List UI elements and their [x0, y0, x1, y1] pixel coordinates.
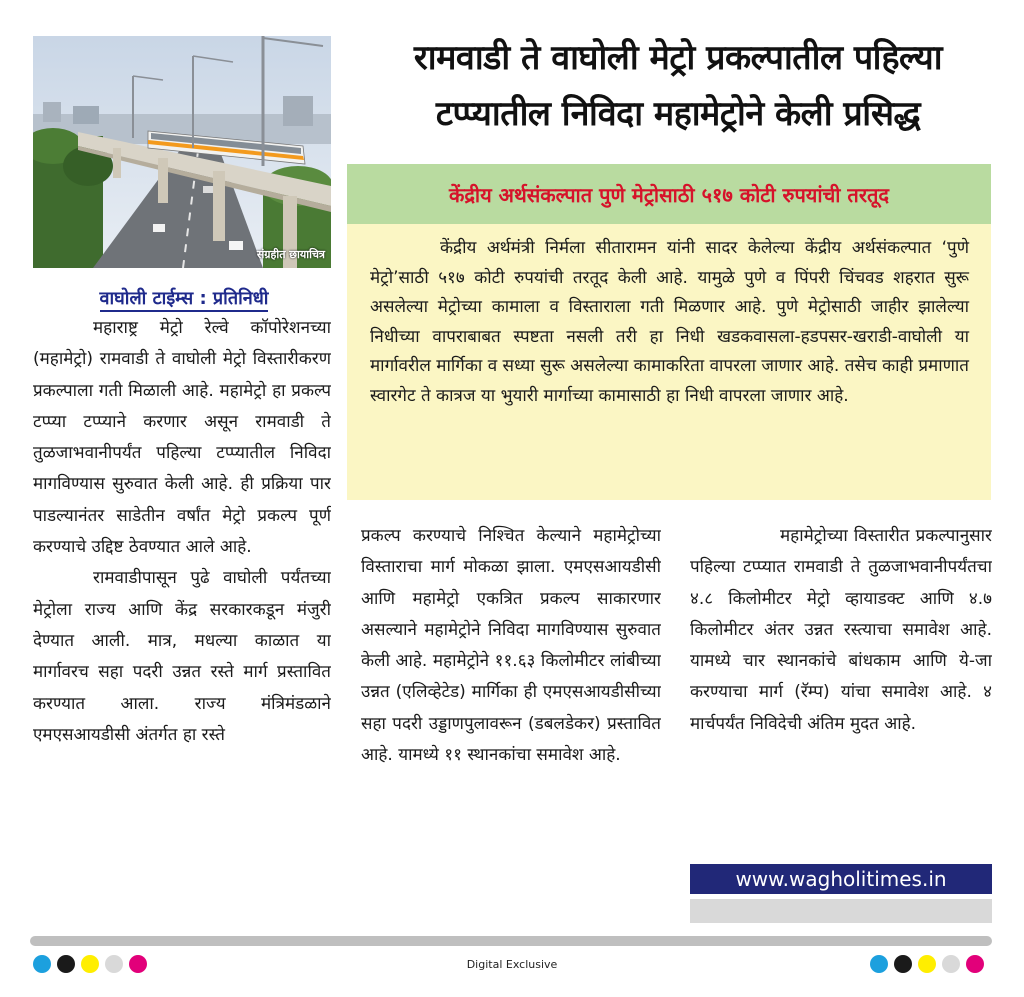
article-column-2 [361, 521, 661, 929]
swatch-cyan [870, 955, 888, 973]
digital-exclusive-label: Digital Exclusive [466, 958, 558, 971]
swatch-cyan [33, 955, 51, 973]
swatch-black [57, 955, 75, 973]
swatch-gray [942, 955, 960, 973]
column-3-paragraph-1: महामेट्रोच्या विस्तारीत प्रकल्पानुसार पहिल्या टप्प्यात रामवाडी ते तुळजाभवानीपर्यंतचा ४.८ किलोमीटर मेट्रो व्हायाडक्ट आणि ४.७ किलोमीटर अंतर उन्नत रस्त्याचा समावेश आहे. यामध्ये चार स्थानकांचे बांधकाम आणि ये-जा करण्याचा मार्ग (रॅम्प) यांचा समावेश आहे. ४ मार्चपर्यंत निविदेची अंतिम मुदत आहे. [690, 526, 992, 734]
bottom-rule [30, 936, 992, 946]
headline-line-1: रामवाडी ते वाघोली मेट्रो प्रकल्पातील पहिल्या [413, 38, 943, 78]
swatch-yellow [81, 955, 99, 973]
gray-bar [690, 899, 992, 923]
swatch-magenta [966, 955, 984, 973]
metro-illustration [33, 36, 331, 268]
swatch-black [894, 955, 912, 973]
metro-photo [33, 36, 331, 268]
swatch-yellow [918, 955, 936, 973]
subhead-text: केंद्रीय अर्थसंकल्पात पुणे मेट्रोसाठी ५१७ कोटी रुपयांची तरतूद [448, 182, 890, 207]
swatch-magenta [129, 955, 147, 973]
swatch-gray [105, 955, 123, 973]
website-link[interactable]: www.wagholitimes.in [690, 864, 992, 894]
column-2-paragraph-1: प्रकल्प करण्याचे निश्चित केल्याने महामेट्रोच्या विस्ताराचा मार्ग मोकळा झाला. एमएसआयडीसी आणि महामेट्रो एकत्रित प्रकल्प साकारणार असल्याने महामेट्रोने निविदा मागविण्यास सुरुवात केली आहे. महामेट्रोने ११.६३ किलोमीटर लांबीच्या उन्नत (एलिव्हेटेड) मार्गिका ही एमएसआयडीसीच्या सहा पदरी उड्डाणपुलावरून (डबलडेकर) प्रस्तावित आहे. यामध्ये ११ स्थानकांचा समावेश आहे. [361, 526, 661, 766]
byline-text: वाघोली टाईम्स : प्रतिनिधी [100, 288, 269, 312]
budget-info-text: केंद्रीय अर्थमंत्री निर्मला सीतारामन यांनी सादर केलेल्या केंद्रीय अर्थसंकल्पात ‘पुणे मेट्रो’साठी ५१७ कोटी रुपयांची तरतूद केली आहे. यामुळे पुणे व पिंपरी चिंचवड शहरात सुरू असलेल्या मेट्रोच्या कामाला व विस्ताराला गती मिळणार आहे. पुणे मेट्रोसाठी जाहीर झालेल्या निधीच्या वापराबाबत स्पष्टता नसली तरी हा निधी खडकवासला-हडपसर-खराडी-वाघोली या मार्गावरील मार्गिका व सध्या सुरू असलेल्या कामाकरिता वापरला जाणार आहे. तसेच काही प्रमाणात स्वारगेट ते कात्रज या भुयारी मार्गाच्या कामासाठी हा निधी वापरला जाणार आहे. [370, 238, 969, 406]
color-swatches-left [33, 955, 147, 973]
article-column-3 [690, 521, 992, 859]
color-swatches-right [870, 955, 984, 973]
byline [68, 286, 300, 310]
column-1-paragraph-2: रामवाडीपासून पुढे वाघोली पर्यंतच्या मेट्रोला राज्य आणि केंद्र सरकारकडून मंजुरी देण्यात आली. मात्र, मधल्या काळात या मार्गावरच सहा पदरी उन्नत रस्ते मार्ग प्रस्तावित करण्यात आला. राज्य मंत्रिमंडळाने एमएसआयडीसी अंतर्गत हा रस्ते [33, 568, 331, 745]
headline-line-2: टप्प्यातील निविदा महामेट्रोने केली प्रसिद्ध [435, 94, 921, 134]
headline [358, 30, 998, 142]
subhead-banner [347, 164, 991, 224]
photo-credit: संग्रहीत छायाचित्र [256, 248, 325, 261]
budget-info-box [347, 224, 991, 500]
article-column-1 [33, 313, 331, 925]
column-1-paragraph-1: महाराष्ट्र मेट्रो रेल्वे कॉपोरेशनच्या (महामेट्रो) रामवाडी ते वाघोली मेट्रो विस्तारीकरण प्रकल्पाला गती मिळाली आहे. महामेट्रो हा प्रकल्प टप्प्या टप्प्याने करणार असून रामवाडी ते तुळजाभवानीपर्यंत पहिल्या टप्प्यातील निविदा मागविण्यास सुरुवात केली आहे. ही प्रक्रिया पार पाडल्यानंतर साडेतीन वर्षांत मेट्रो प्रकल्प पूर्ण करण्याचे उद्दिष्ट ठेवण्यात आले आहे. [33, 318, 331, 558]
